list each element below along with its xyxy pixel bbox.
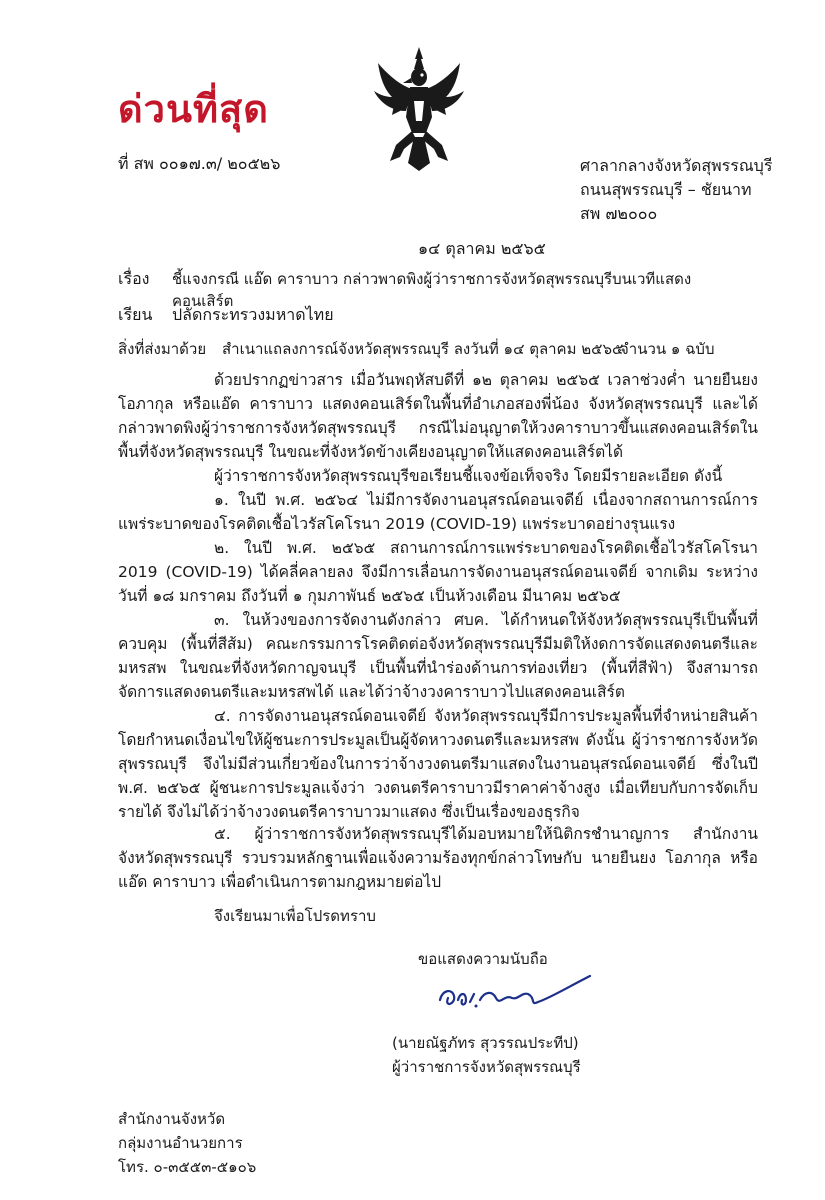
intro-paragraph: ด้วยปรากฏข่าวสาร เมื่อวันพฤหัสบดีที่ ๑๒ ตุลาคม ๒๕๖๕ เวลาช่วงค่ำ นายยืนยง โอภากุล หรือแอ๊ด คาราบาว แสดงคอนเสิร์ตในพื้นที่อำเภอสองพี่น้อง จังหวัดสุพรรณบุรี และได้กล่าวพาดพิงผู้ว่าราชการจังหวัดสุพรรณบุรี กรณีไม่อนุญาตให้วงคาราบาวขึ้นแสดงคอนเสิร์ตในพื้นที่จังหวัดสุพรรณบุรี ในขณะที่จังหวัดข้างเคียงอนุญาตให้แสดงคอนเสิร์ตได้ bbox=[118, 371, 758, 461]
closing-sentence: จึงเรียนมาเพื่อโปรดทราบ bbox=[214, 907, 376, 925]
footer-phone: โทร. ๐-๓๕๕๓-๕๑๐๖ bbox=[118, 1158, 257, 1176]
lead-paragraph: ผู้ว่าราชการจังหวัดสุพรรณบุรีขอเรียนชี้แจงข้อเท็จจริง โดยมีรายละเอียด ดังนี้ bbox=[214, 467, 723, 485]
item-5-paragraph: ๕. ผู้ว่าราชการจังหวัดสุพรรณบุรีได้มอบหมายให้นิติกรชำนาญการ สำนักงานจังหวัดสุพรรณบุรี รวบรวมหลักฐานเพื่อแจ้งความร้องทุกข์กล่าวโทษกับ นายยืนยง โอภากุล หรือแอ๊ด คาราบาว เพื่อดำเนินการตามกฎหมายต่อไป bbox=[118, 825, 758, 891]
signatory-title: ผู้ว่าราชการจังหวัดสุพรรณบุรี bbox=[392, 1058, 581, 1076]
recipient-label: เรียน bbox=[118, 305, 153, 324]
item-3-paragraph: ๓. ในห้วงของการจัดงานดังกล่าว ศบค. ได้กำหนดให้จังหวัดสุพรรณบุรีเป็นพื้นที่ควบคุม (พื้นที่สีส้ม) คณะกรรมการโรคติดต่อจังหวัดสุพรรณบุรีมีมติให้งดการจัดแสดงดนตรีและมหรสพ ในขณะที่จังหวัดกาญจนบุรี เป็นพื้นที่นำร่องด้านการท่องเที่ยว (พื้นที่สีฟ้า) จึงสามารถจัดการแสดงดนตรีและมหรสพได้ และได้ว่าจ้างวงคาราบาวไปแสดงคอนเสิร์ต bbox=[118, 611, 758, 701]
urgency-stamp: ด่วนที่สุด bbox=[118, 87, 269, 131]
subject-text: ชี้แจงกรณี แอ๊ด คาราบาว กล่าวพาดพิงผู้ว่าราชการจังหวัดสุพรรณบุรีบนเวทีแสดงคอนเสิร์ต bbox=[172, 270, 692, 310]
enclosure-text: สำเนาแถลงการณ์จังหวัดสุพรรณบุรี ลงวันที่ ๑๔ ตุลาคม ๒๕๖๕ bbox=[222, 340, 624, 358]
footer-office: สำนักงานจังหวัด bbox=[118, 1110, 226, 1128]
enclosure-label: สิ่งที่ส่งมาด้วย bbox=[118, 340, 207, 358]
letter-date: ๑๔ ตุลาคม ๒๕๖๕ bbox=[418, 239, 546, 258]
subject-label: เรื่อง bbox=[118, 269, 150, 288]
item-4-paragraph: ๔. การจัดงานอนุสรณ์ดอนเจดีย์ จังหวัดสุพรรณบุรีมีการประมูลพื้นที่จำหน่ายสินค้า โดยกำหนดเงื่อนไขให้ผู้ชนะการประมูลเป็นผู้จัดหาวงดนตรีและมหรสพ ดังนั้น ผู้ว่าราชการจังหวัดสุพรรณบุรี จึงไม่มีส่วนเกี่ยวข้องในการว่าจ้างวงดนตรีมาแสดงในงานอนุสรณ์ดอนเจดีย์ ซึ่งในปี พ.ศ. ๒๕๖๕ ผู้ชนะการประมูลแจ้งว่า วงดนตรีคาราบาวมีราคาค่าจ้างสูง เมื่อเทียบกับการจัดเก็บรายได้ จึงไม่ได้ว่าจ้างวงดนตรีคาราบาวมาแสดง ซึ่งเป็นเรื่องของธุรกิจ bbox=[118, 707, 758, 821]
sender-address-line-3: สพ ๗๒๐๐๐ bbox=[580, 204, 658, 223]
item-1-paragraph: ๑. ในปี พ.ศ. ๒๕๖๔ ไม่มีการจัดงานอนุสรณ์ดอนเจดีย์ เนื่องจากสถานการณ์การแพร่ระบาดของโรคติดเชื้อไวรัสโคโรนา 2019 (COVID-19) แพร่ระบาดอย่างรุนแรง bbox=[118, 491, 758, 533]
footer-division: กลุ่มงานอำนวยการ bbox=[118, 1134, 243, 1152]
recipient-text: ปลัดกระทรวงมหาดไทย bbox=[172, 305, 334, 324]
item-2-paragraph: ๒. ในปี พ.ศ. ๒๕๖๕ สถานการณ์การแพร่ระบาดของโรคติดเชื้อไวรัสโคโรนา 2019 (COVID-19) ได้คลี่คลายลง จึงมีการเลื่อนการจัดงานอนุสรณ์ดอนเจดีย์ จากเดิม ระหว่างวันที่ ๑๘ มกราคม ถึงวันที่ ๑ กุมภาพันธ์ ๒๕๖๕ เป็นห้วงเดือน มีนาคม ๒๕๖๕ bbox=[118, 539, 758, 605]
sender-address-line-2: ถนนสุพรรณบุรี – ชัยนาท bbox=[580, 180, 752, 199]
garuda-emblem-icon bbox=[370, 45, 468, 173]
regards-text: ขอแสดงความนับถือ bbox=[418, 950, 548, 968]
signature-icon bbox=[430, 970, 595, 1020]
sender-address-line-1: ศาลากลางจังหวัดสุพรรณบุรี bbox=[580, 156, 773, 175]
document-number: ที่ สพ ๐๐๑๗.๓/ ๒๐๕๒๖ bbox=[118, 154, 281, 173]
enclosure-quantity: จำนวน ๑ ฉบับ bbox=[620, 340, 715, 358]
signatory-name: (นายณัฐภัทร สุวรรณประทีป) bbox=[392, 1034, 579, 1052]
